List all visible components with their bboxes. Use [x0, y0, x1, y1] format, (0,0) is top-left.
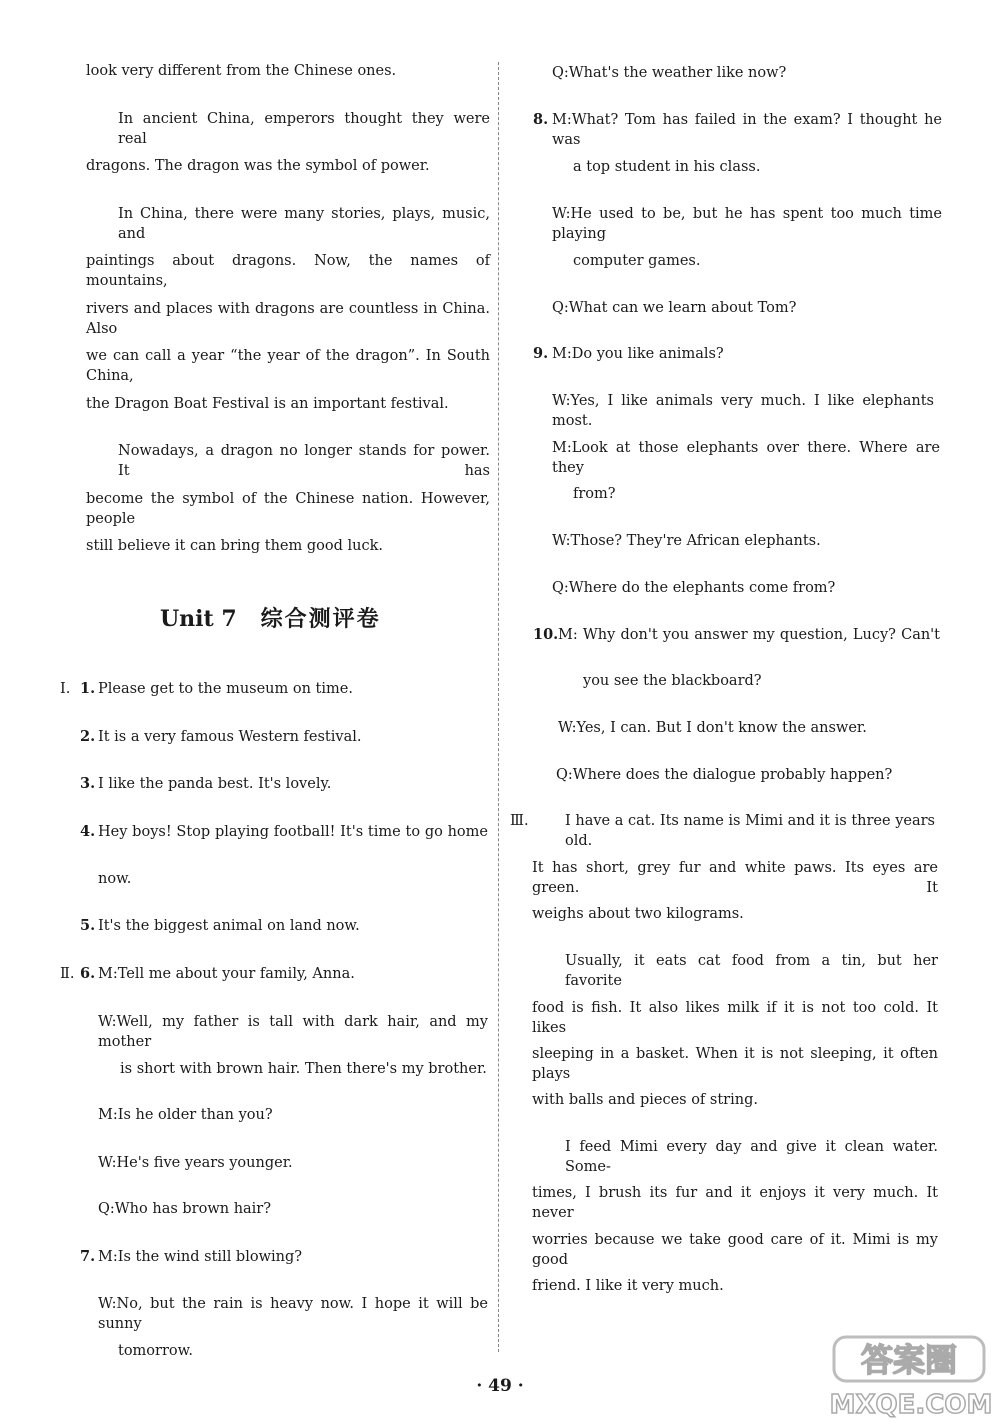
unit-title [160, 602, 381, 633]
paragraph-line: rivers and places with dragons are countless in China. Also [86, 301, 490, 337]
paragraph-line: weighs about two kilograms. [532, 906, 744, 922]
dialogue-line: you see the blackboard? [583, 673, 762, 689]
paragraph-line: worries because we take good care of it. Mimi is my good [532, 1232, 938, 1268]
dialogue-line: M:Is the wind still blowing? [98, 1249, 303, 1265]
dialogue-question: Q:Who has brown hair? [98, 1201, 272, 1217]
dialogue-line: W:Those? They're African elephants. [552, 533, 821, 549]
paragraph-line: It has short, grey fur and white paws. Its eyes are green. It [532, 860, 938, 896]
dialogue-line: W:He used to be, but he has spent too much time playing [552, 206, 942, 242]
dialogue-question: Q:What's the weather like now? [552, 65, 787, 81]
question-text: It is a very famous Western festival. [98, 729, 362, 745]
question-number: 10. [533, 626, 559, 643]
question-number: 6. [80, 965, 96, 982]
dialogue-line: W:No, but the rain is heavy now. I hope it will be sunny [98, 1296, 488, 1332]
question-number: 1. [80, 680, 96, 697]
dialogue-line: a top student in his class. [573, 159, 761, 175]
paragraph-line: food is fish. It also likes milk if it is not too cold. It likes [532, 1000, 938, 1036]
question-number: 9. [533, 345, 549, 362]
question-text: Please get to the museum on time. [98, 681, 353, 697]
section-marker: Ⅰ. [60, 681, 71, 697]
section-marker: Ⅲ. [510, 813, 529, 829]
column-divider [498, 62, 499, 1352]
question-number: 3. [80, 775, 96, 792]
paragraph-line: look very different from the Chinese ones. [86, 63, 397, 79]
paragraph-line: times, I brush its fur and it enjoys it very much. It never [532, 1185, 938, 1221]
dialogue-line: W:Yes, I can. But I don't know the answer. [558, 720, 867, 736]
paragraph-line: friend. I like it very much. [532, 1278, 724, 1294]
paragraph-line: with balls and pieces of string. [532, 1092, 758, 1108]
paragraph-line: dragons. The dragon was the symbol of power. [86, 158, 430, 174]
unit-title-zh: 综合测评卷 [260, 606, 381, 632]
paragraph-line: still believe it can bring them good luck. [86, 538, 383, 554]
dialogue-question: Q:Where do the elephants come from? [552, 580, 836, 596]
section-marker: Ⅱ. [60, 966, 75, 982]
dialogue-line: M:Tell me about your family, Anna. [98, 966, 355, 982]
dialogue-line: W:He's five years younger. [98, 1155, 293, 1171]
dialogue-line: W:Well, my father is tall with dark hair, and my mother [98, 1014, 488, 1050]
watermark-bottom-text: MXQE.COM [829, 1390, 993, 1420]
question-number: 5. [80, 917, 96, 934]
dialogue-line: M: Why don't you answer my question, Lucy? Can't [558, 627, 940, 643]
question-text: now. [98, 871, 132, 887]
watermark-top-text: 答案圈 [860, 1341, 958, 1379]
question-text: Hey boys! Stop playing football! It's time to go home [98, 824, 488, 840]
watermark-logo [828, 1333, 994, 1423]
dialogue-line: tomorrow. [118, 1343, 193, 1359]
dialogue-line: M:What? Tom has failed in the exam? I thought he was [552, 112, 942, 148]
paragraph-line: Nowadays, a dragon no longer stands for power. It has [118, 443, 490, 479]
paragraph-line: Usually, it eats cat food from a tin, but her favorite [565, 953, 938, 989]
dialogue-line: computer games. [573, 253, 701, 269]
dialogue-line: W:Yes, I like animals very much. I like elephants most. [552, 393, 934, 429]
question-text: It's the biggest animal on land now. [98, 918, 360, 934]
dialogue-question: Q:What can we learn about Tom? [552, 300, 797, 316]
paragraph-line: sleeping in a basket. When it is not sleeping, it often plays [532, 1046, 938, 1082]
dialogue-line: M:Look at those elephants over there. Where are they [552, 440, 940, 476]
question-number: 2. [80, 728, 96, 745]
paragraph-line: In ancient China, emperors thought they were real [118, 111, 490, 147]
paragraph-line: the Dragon Boat Festival is an important festival. [86, 396, 449, 412]
paragraph-line: paintings about dragons. Now, the names of mountains, [86, 253, 490, 289]
question-number: 7. [80, 1248, 96, 1265]
question-number: 8. [533, 111, 549, 128]
dialogue-line: from? [573, 486, 616, 502]
unit-title-en: Unit 7 [160, 606, 237, 632]
dialogue-line: is short with brown hair. Then there's my brother. [120, 1061, 487, 1077]
dialogue-line: M:Do you like animals? [552, 346, 724, 362]
question-number: 4. [80, 823, 96, 840]
paragraph-line: In China, there were many stories, plays, music, and [118, 206, 490, 242]
paragraph-line: become the symbol of the Chinese nation. However, people [86, 491, 490, 527]
paragraph-line: I feed Mimi every day and give it clean water. Some- [565, 1139, 938, 1175]
dialogue-line: M:Is he older than you? [98, 1107, 273, 1123]
paragraph-line: we can call a year “the year of the dragon”. In South China, [86, 348, 490, 384]
paragraph-line: I have a cat. Its name is Mimi and it is three years old. [565, 813, 935, 849]
dialogue-question: Q:Where does the dialogue probably happen? [556, 767, 893, 783]
question-text: I like the panda best. It's lovely. [98, 776, 332, 792]
page-number: · 49 · [476, 1376, 524, 1396]
